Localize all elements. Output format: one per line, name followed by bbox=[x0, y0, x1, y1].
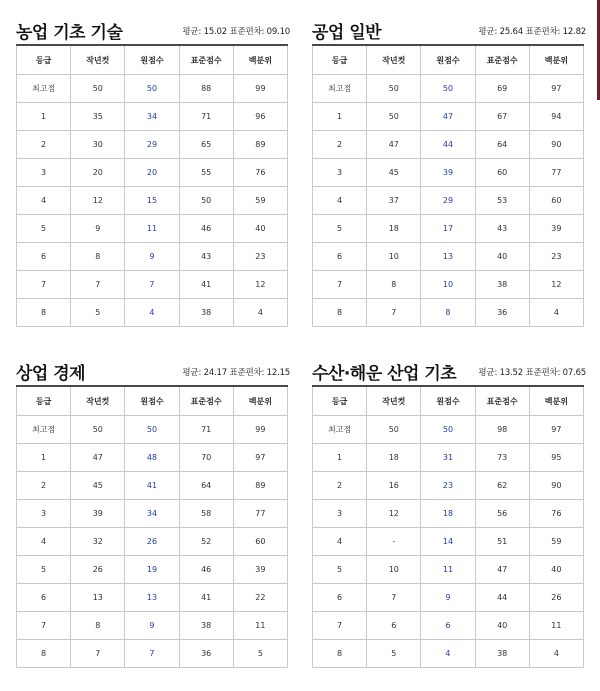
raw-score-cell: 7 bbox=[125, 271, 179, 299]
raw-score-cell: 50 bbox=[125, 75, 179, 103]
last-year-cut-cell: 7 bbox=[71, 271, 125, 299]
raw-score-cell: 23 bbox=[421, 472, 475, 500]
table-row bbox=[17, 472, 288, 500]
column-header: 원점수 bbox=[421, 45, 475, 75]
percentile-cell: 39 bbox=[233, 556, 287, 584]
standard-score-cell: 60 bbox=[475, 159, 529, 187]
table-row bbox=[313, 500, 584, 528]
table-row bbox=[17, 131, 288, 159]
mean-stddev-stats: 평균: 24.17 표준편차: 12.15 bbox=[182, 368, 290, 378]
percentile-cell: 90 bbox=[529, 131, 583, 159]
column-header: 원점수 bbox=[125, 45, 179, 75]
column-header: 작년컷 bbox=[71, 45, 125, 75]
raw-score-cell: 48 bbox=[125, 444, 179, 472]
standard-score-cell: 38 bbox=[475, 640, 529, 668]
grade-cell: 4 bbox=[17, 528, 71, 556]
grade-cell: 8 bbox=[313, 640, 367, 668]
grade-cell: 최고점 bbox=[17, 75, 71, 103]
table-row bbox=[313, 528, 584, 556]
table-row bbox=[313, 75, 584, 103]
standard-score-cell: 41 bbox=[179, 271, 233, 299]
grade-cell: 7 bbox=[313, 612, 367, 640]
last-year-cut-cell: 30 bbox=[71, 131, 125, 159]
grade-cell: 6 bbox=[17, 243, 71, 271]
last-year-cut-cell: 8 bbox=[367, 271, 421, 299]
standard-score-cell: 53 bbox=[475, 187, 529, 215]
percentile-cell: 89 bbox=[233, 472, 287, 500]
grade-cell: 7 bbox=[17, 612, 71, 640]
raw-score-cell: 31 bbox=[421, 444, 475, 472]
percentile-cell: 94 bbox=[529, 103, 583, 131]
column-header: 작년컷 bbox=[367, 45, 421, 75]
grade-cell: 8 bbox=[313, 299, 367, 327]
table-row bbox=[17, 299, 288, 327]
percentile-cell: 77 bbox=[529, 159, 583, 187]
grade-cell: 2 bbox=[17, 131, 71, 159]
percentile-cell: 60 bbox=[529, 187, 583, 215]
grade-cell: 1 bbox=[313, 444, 367, 472]
raw-score-cell: 15 bbox=[125, 187, 179, 215]
last-year-cut-cell: 50 bbox=[367, 103, 421, 131]
standard-score-cell: 36 bbox=[179, 640, 233, 668]
table-row bbox=[313, 444, 584, 472]
column-header: 표준점수 bbox=[179, 386, 233, 416]
raw-score-cell: 13 bbox=[421, 243, 475, 271]
raw-score-cell: 50 bbox=[421, 75, 475, 103]
percentile-cell: 4 bbox=[529, 640, 583, 668]
table-header-row bbox=[313, 45, 584, 75]
standard-score-cell: 40 bbox=[475, 612, 529, 640]
grade-cell: 4 bbox=[313, 528, 367, 556]
percentile-cell: 11 bbox=[529, 612, 583, 640]
column-header: 원점수 bbox=[421, 386, 475, 416]
last-year-cut-cell: 7 bbox=[367, 584, 421, 612]
standard-score-cell: 67 bbox=[475, 103, 529, 131]
table-row bbox=[313, 472, 584, 500]
column-header: 표준점수 bbox=[475, 386, 529, 416]
last-year-cut-cell: 7 bbox=[71, 640, 125, 668]
last-year-cut-cell: 32 bbox=[71, 528, 125, 556]
last-year-cut-cell: - bbox=[367, 528, 421, 556]
grade-cell: 최고점 bbox=[313, 75, 367, 103]
table-row bbox=[17, 243, 288, 271]
last-year-cut-cell: 18 bbox=[367, 444, 421, 472]
grade-cell: 6 bbox=[313, 243, 367, 271]
table-row bbox=[313, 416, 584, 444]
last-year-cut-cell: 45 bbox=[71, 472, 125, 500]
raw-score-cell: 39 bbox=[421, 159, 475, 187]
last-year-cut-cell: 13 bbox=[71, 584, 125, 612]
score-panel bbox=[16, 357, 288, 668]
table-row bbox=[17, 75, 288, 103]
last-year-cut-cell: 47 bbox=[71, 444, 125, 472]
standard-score-cell: 64 bbox=[475, 131, 529, 159]
percentile-cell: 39 bbox=[529, 215, 583, 243]
last-year-cut-cell: 18 bbox=[367, 215, 421, 243]
last-year-cut-cell: 8 bbox=[71, 243, 125, 271]
raw-score-cell: 9 bbox=[421, 584, 475, 612]
last-year-cut-cell: 5 bbox=[71, 299, 125, 327]
grade-cell: 2 bbox=[313, 131, 367, 159]
grade-cut-table bbox=[312, 385, 584, 668]
raw-score-cell: 11 bbox=[125, 215, 179, 243]
last-year-cut-cell: 50 bbox=[367, 75, 421, 103]
standard-score-cell: 98 bbox=[475, 416, 529, 444]
raw-score-cell: 18 bbox=[421, 500, 475, 528]
grade-cell: 8 bbox=[17, 299, 71, 327]
mean-stddev-stats: 평균: 15.02 표준편차: 09.10 bbox=[182, 27, 290, 37]
table-row bbox=[313, 584, 584, 612]
column-header: 등급 bbox=[313, 45, 367, 75]
raw-score-cell: 20 bbox=[125, 159, 179, 187]
raw-score-cell: 34 bbox=[125, 500, 179, 528]
column-header: 백분위 bbox=[529, 386, 583, 416]
grade-cell: 2 bbox=[313, 472, 367, 500]
raw-score-cell: 50 bbox=[125, 416, 179, 444]
table-row bbox=[313, 612, 584, 640]
grade-cell: 최고점 bbox=[313, 416, 367, 444]
standard-score-cell: 44 bbox=[475, 584, 529, 612]
raw-score-cell: 44 bbox=[421, 131, 475, 159]
raw-score-cell: 8 bbox=[421, 299, 475, 327]
panel-header bbox=[312, 16, 584, 44]
grade-cell: 3 bbox=[313, 159, 367, 187]
raw-score-cell: 9 bbox=[125, 612, 179, 640]
standard-score-cell: 52 bbox=[179, 528, 233, 556]
table-row bbox=[17, 444, 288, 472]
column-header: 백분위 bbox=[233, 45, 287, 75]
raw-score-cell: 29 bbox=[125, 131, 179, 159]
column-header: 등급 bbox=[17, 386, 71, 416]
column-header: 등급 bbox=[313, 386, 367, 416]
percentile-cell: 99 bbox=[233, 75, 287, 103]
last-year-cut-cell: 8 bbox=[71, 612, 125, 640]
last-year-cut-cell: 12 bbox=[367, 500, 421, 528]
standard-score-cell: 88 bbox=[179, 75, 233, 103]
table-row bbox=[17, 584, 288, 612]
column-header: 표준점수 bbox=[179, 45, 233, 75]
percentile-cell: 76 bbox=[233, 159, 287, 187]
score-panel bbox=[312, 16, 584, 327]
standard-score-cell: 51 bbox=[475, 528, 529, 556]
table-row bbox=[313, 556, 584, 584]
last-year-cut-cell: 6 bbox=[367, 612, 421, 640]
raw-score-cell: 26 bbox=[125, 528, 179, 556]
raw-score-cell: 34 bbox=[125, 103, 179, 131]
grade-cut-table bbox=[16, 44, 288, 327]
last-year-cut-cell: 7 bbox=[367, 299, 421, 327]
standard-score-cell: 43 bbox=[475, 215, 529, 243]
raw-score-cell: 11 bbox=[421, 556, 475, 584]
last-year-cut-cell: 47 bbox=[367, 131, 421, 159]
standard-score-cell: 47 bbox=[475, 556, 529, 584]
score-panel bbox=[16, 16, 288, 327]
last-year-cut-cell: 5 bbox=[367, 640, 421, 668]
column-header: 등급 bbox=[17, 45, 71, 75]
table-row bbox=[17, 640, 288, 668]
last-year-cut-cell: 20 bbox=[71, 159, 125, 187]
percentile-cell: 60 bbox=[233, 528, 287, 556]
raw-score-cell: 47 bbox=[421, 103, 475, 131]
table-row bbox=[17, 612, 288, 640]
grade-cell: 최고점 bbox=[17, 416, 71, 444]
standard-score-cell: 43 bbox=[179, 243, 233, 271]
percentile-cell: 23 bbox=[529, 243, 583, 271]
standard-score-cell: 71 bbox=[179, 416, 233, 444]
raw-score-cell: 9 bbox=[125, 243, 179, 271]
percentile-cell: 11 bbox=[233, 612, 287, 640]
panel-header bbox=[16, 357, 288, 385]
last-year-cut-cell: 39 bbox=[71, 500, 125, 528]
percentile-cell: 97 bbox=[529, 416, 583, 444]
raw-score-cell: 41 bbox=[125, 472, 179, 500]
column-header: 백분위 bbox=[233, 386, 287, 416]
table-row bbox=[313, 103, 584, 131]
last-year-cut-cell: 12 bbox=[71, 187, 125, 215]
percentile-cell: 95 bbox=[529, 444, 583, 472]
grade-cell: 4 bbox=[17, 187, 71, 215]
raw-score-cell: 50 bbox=[421, 416, 475, 444]
percentile-cell: 12 bbox=[529, 271, 583, 299]
percentile-cell: 59 bbox=[529, 528, 583, 556]
table-row bbox=[17, 556, 288, 584]
table-row bbox=[313, 640, 584, 668]
table-row bbox=[17, 271, 288, 299]
raw-score-cell: 29 bbox=[421, 187, 475, 215]
standard-score-cell: 64 bbox=[179, 472, 233, 500]
grade-cut-table bbox=[16, 385, 288, 668]
subject-title: 농업 기초 기술 bbox=[16, 23, 123, 43]
subject-title: 수산·해운 산업 기초 bbox=[312, 364, 457, 384]
last-year-cut-cell: 45 bbox=[367, 159, 421, 187]
last-year-cut-cell: 16 bbox=[367, 472, 421, 500]
column-header: 작년컷 bbox=[367, 386, 421, 416]
percentile-cell: 40 bbox=[233, 215, 287, 243]
standard-score-cell: 46 bbox=[179, 215, 233, 243]
grade-cell: 7 bbox=[313, 271, 367, 299]
standard-score-cell: 71 bbox=[179, 103, 233, 131]
last-year-cut-cell: 50 bbox=[367, 416, 421, 444]
last-year-cut-cell: 50 bbox=[71, 75, 125, 103]
raw-score-cell: 7 bbox=[125, 640, 179, 668]
grade-cell: 3 bbox=[17, 500, 71, 528]
standard-score-cell: 73 bbox=[475, 444, 529, 472]
percentile-cell: 22 bbox=[233, 584, 287, 612]
grade-cell: 1 bbox=[313, 103, 367, 131]
raw-score-cell: 4 bbox=[421, 640, 475, 668]
table-header-row bbox=[17, 386, 288, 416]
table-row bbox=[17, 215, 288, 243]
score-panel bbox=[312, 357, 584, 668]
standard-score-cell: 40 bbox=[475, 243, 529, 271]
table-row bbox=[17, 528, 288, 556]
standard-score-cell: 36 bbox=[475, 299, 529, 327]
grade-cell: 5 bbox=[313, 556, 367, 584]
subject-title: 공업 일반 bbox=[312, 23, 382, 43]
percentile-cell: 4 bbox=[233, 299, 287, 327]
percentile-cell: 89 bbox=[233, 131, 287, 159]
grade-cell: 8 bbox=[17, 640, 71, 668]
table-row bbox=[313, 159, 584, 187]
percentile-cell: 77 bbox=[233, 500, 287, 528]
percentile-cell: 96 bbox=[233, 103, 287, 131]
table-row bbox=[17, 500, 288, 528]
standard-score-cell: 56 bbox=[475, 500, 529, 528]
column-header: 원점수 bbox=[125, 386, 179, 416]
grade-cell: 1 bbox=[17, 103, 71, 131]
percentile-cell: 59 bbox=[233, 187, 287, 215]
standard-score-cell: 55 bbox=[179, 159, 233, 187]
raw-score-cell: 10 bbox=[421, 271, 475, 299]
table-header-row bbox=[17, 45, 288, 75]
table-row bbox=[313, 299, 584, 327]
table-row bbox=[17, 187, 288, 215]
panel-header bbox=[312, 357, 584, 385]
table-header-row bbox=[313, 386, 584, 416]
table-row bbox=[313, 187, 584, 215]
grade-cell: 5 bbox=[17, 215, 71, 243]
grade-cell: 6 bbox=[17, 584, 71, 612]
percentile-cell: 90 bbox=[529, 472, 583, 500]
standard-score-cell: 46 bbox=[179, 556, 233, 584]
grade-cell: 2 bbox=[17, 472, 71, 500]
grade-cell: 5 bbox=[17, 556, 71, 584]
percentile-cell: 26 bbox=[529, 584, 583, 612]
column-header: 백분위 bbox=[529, 45, 583, 75]
last-year-cut-cell: 10 bbox=[367, 556, 421, 584]
percentile-cell: 4 bbox=[529, 299, 583, 327]
grade-cut-table bbox=[312, 44, 584, 327]
grade-cell: 7 bbox=[17, 271, 71, 299]
raw-score-cell: 4 bbox=[125, 299, 179, 327]
percentile-cell: 97 bbox=[233, 444, 287, 472]
percentile-cell: 76 bbox=[529, 500, 583, 528]
grade-cell: 3 bbox=[17, 159, 71, 187]
raw-score-cell: 19 bbox=[125, 556, 179, 584]
standard-score-cell: 38 bbox=[179, 299, 233, 327]
grade-cell: 1 bbox=[17, 444, 71, 472]
grade-cell: 6 bbox=[313, 584, 367, 612]
standard-score-cell: 58 bbox=[179, 500, 233, 528]
panel-header bbox=[16, 16, 288, 44]
raw-score-cell: 6 bbox=[421, 612, 475, 640]
standard-score-cell: 38 bbox=[475, 271, 529, 299]
column-header: 표준점수 bbox=[475, 45, 529, 75]
standard-score-cell: 41 bbox=[179, 584, 233, 612]
table-row bbox=[313, 131, 584, 159]
standard-score-cell: 62 bbox=[475, 472, 529, 500]
standard-score-cell: 70 bbox=[179, 444, 233, 472]
raw-score-cell: 13 bbox=[125, 584, 179, 612]
standard-score-cell: 65 bbox=[179, 131, 233, 159]
standard-score-cell: 38 bbox=[179, 612, 233, 640]
raw-score-cell: 17 bbox=[421, 215, 475, 243]
standard-score-cell: 69 bbox=[475, 75, 529, 103]
table-row bbox=[313, 243, 584, 271]
table-row bbox=[17, 103, 288, 131]
mean-stddev-stats: 평균: 13.52 표준편차: 07.65 bbox=[478, 368, 586, 378]
percentile-cell: 23 bbox=[233, 243, 287, 271]
standard-score-cell: 50 bbox=[179, 187, 233, 215]
grade-cell: 3 bbox=[313, 500, 367, 528]
table-row bbox=[17, 416, 288, 444]
percentile-cell: 5 bbox=[233, 640, 287, 668]
raw-score-cell: 14 bbox=[421, 528, 475, 556]
last-year-cut-cell: 9 bbox=[71, 215, 125, 243]
last-year-cut-cell: 50 bbox=[71, 416, 125, 444]
column-header: 작년컷 bbox=[71, 386, 125, 416]
grade-cell: 4 bbox=[313, 187, 367, 215]
last-year-cut-cell: 37 bbox=[367, 187, 421, 215]
last-year-cut-cell: 26 bbox=[71, 556, 125, 584]
last-year-cut-cell: 35 bbox=[71, 103, 125, 131]
table-row bbox=[17, 159, 288, 187]
last-year-cut-cell: 10 bbox=[367, 243, 421, 271]
subject-title: 상업 경제 bbox=[16, 364, 86, 384]
percentile-cell: 97 bbox=[529, 75, 583, 103]
grade-cell: 5 bbox=[313, 215, 367, 243]
mean-stddev-stats: 평균: 25.64 표준편차: 12.82 bbox=[478, 27, 586, 37]
table-row bbox=[313, 271, 584, 299]
percentile-cell: 12 bbox=[233, 271, 287, 299]
percentile-cell: 40 bbox=[529, 556, 583, 584]
percentile-cell: 99 bbox=[233, 416, 287, 444]
table-row bbox=[313, 215, 584, 243]
